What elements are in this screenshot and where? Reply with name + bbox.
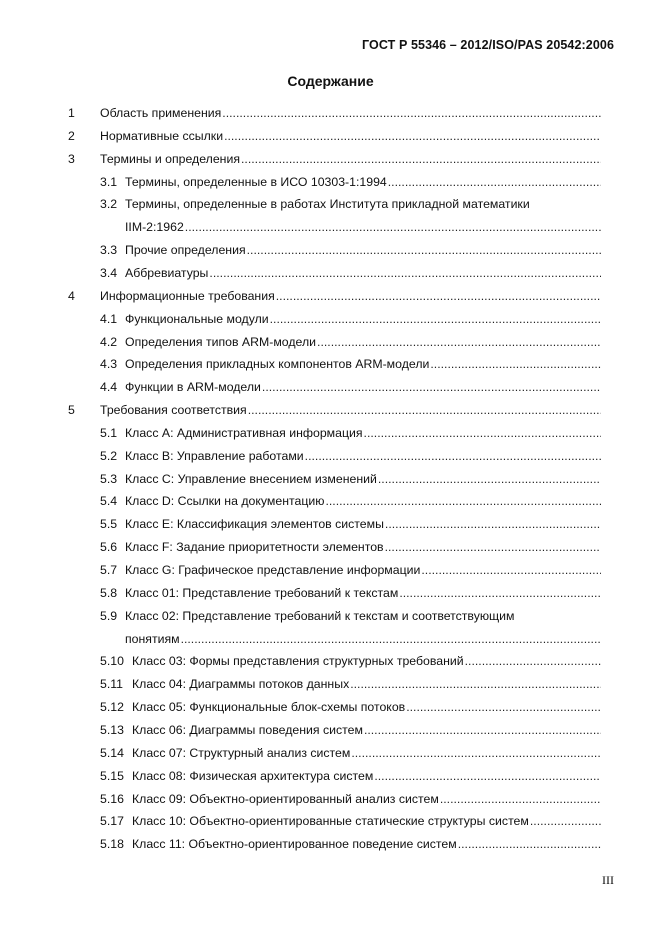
toc-entry[interactable] [0,399,661,421]
toc-entry[interactable] [0,331,661,353]
document-header: ГОСТ Р 55346 – 2012/ISO/PAS 20542:2006 [362,38,614,52]
toc-entry-number: 5 [68,403,75,418]
toc-entry-number: 3 [68,151,75,166]
toc-entry[interactable] [0,810,661,832]
toc-entry[interactable] [0,513,661,535]
toc-leader-dots [270,308,601,330]
toc-leader-dots [185,216,601,238]
toc-entry-title: Определения прикладных компонентов ARM-модели [125,357,430,372]
toc-entry-title: Термины, определенные в работах Института прикладной математики [125,197,530,212]
toc-entry-number: 5.2 [100,448,118,463]
toc-leader-dots [364,719,601,741]
toc-entry-number: 5.13 [100,722,124,737]
toc-leader-dots [248,399,601,421]
toc-entry-number: 4.3 [100,357,118,372]
toc-leader-dots [406,696,601,718]
toc-entry-title: Информационные требования [100,288,275,303]
toc-leader-dots [317,331,601,353]
toc-entry-title: Требования соответствия [100,403,247,418]
toc-entry[interactable] [0,445,661,467]
toc-entry[interactable] [0,650,661,672]
toc-leader-dots [385,513,601,535]
toc-entry-title: Класс 08: Физическая архитектура систем [132,768,374,783]
toc-entry-title: понятиям [125,631,180,646]
toc-leader-dots [325,490,601,512]
page-number: III [602,873,614,887]
toc-entry[interactable] [0,193,661,215]
toc-entry-title: Функции в ARM-модели [125,380,261,395]
toc-entry-title: Класс C: Управление внесением изменений [125,471,377,486]
toc-leader-dots [247,239,601,261]
toc-leader-dots [465,650,601,672]
toc-entry-number: 5.11 [100,677,124,692]
toc-entry-number: 5.9 [100,608,118,623]
toc-entry[interactable] [0,628,661,650]
toc-entry-title: Класс 10: Объектно-ориентированные статические структуры систем [132,814,529,829]
toc-entry[interactable] [0,308,661,330]
toc-entry[interactable] [0,788,661,810]
toc-entry[interactable] [0,171,661,193]
toc-leader-dots [276,285,601,307]
toc-entry-number: 5.7 [100,563,118,577]
toc-leader-dots [305,445,601,467]
toc-entry[interactable] [0,376,661,398]
toc-leader-dots [222,102,601,124]
toc-entry[interactable] [0,262,661,284]
page-title: Содержание [287,73,374,89]
toc-leader-dots [430,353,601,375]
toc-entry-title: Класс E: Классификация элементов системы [125,517,384,532]
toc-entry-title: Определения типов ARM-модели [125,334,317,349]
toc-entry[interactable] [0,468,661,490]
toc-entry-title: IIM-2:1962 [125,220,184,235]
toc-leader-dots [350,673,601,695]
toc-entry-number: 5.3 [100,471,118,486]
toc-leader-dots [374,765,601,787]
toc-entry[interactable] [0,833,661,855]
toc-entry-title: Класс D: Ссылки на документацию [125,494,325,509]
toc-entry[interactable] [0,559,661,581]
toc-entry-title: Класс F: Задание приоритетности элементов [125,540,384,555]
toc-entry-number: 5.5 [100,517,118,532]
toc-entry[interactable] [0,353,661,375]
toc-leader-dots [385,536,601,558]
toc-entry-number: 3.1 [100,174,118,189]
toc-leader-dots [241,148,601,170]
toc-entry-number: 5.15 [100,768,124,783]
toc-leader-dots [530,810,601,832]
toc-leader-dots [262,376,601,398]
toc-entry-title: Класс 03: Формы представления структурных требований [132,654,464,669]
toc-entry-number: 5.1 [100,425,118,440]
toc-entry[interactable] [0,605,661,627]
toc-leader-dots [351,742,601,764]
toc-entry-title: Аббревиатуры [125,265,209,280]
toc-leader-dots [458,833,601,855]
toc-entry[interactable] [0,125,661,147]
toc-entry-title: Функциональные модули [125,311,269,326]
toc-leader-dots [181,628,601,650]
toc-entry-title: Термины и определения [100,151,240,166]
toc-entry-number: 2 [68,128,75,143]
toc-entry[interactable] [0,742,661,764]
toc-entry-title: Класс 09: Объектно-ориентированный анализ систем [132,791,439,806]
toc-entry-number: 4.4 [100,380,118,395]
toc-entry[interactable] [0,673,661,695]
toc-entry[interactable] [0,102,661,124]
toc-entry-number: 5.10 [100,654,124,669]
toc-entry-number: 5.12 [100,700,124,715]
toc-entry-title: Класс 06: Диаграммы поведения систем [132,722,363,737]
toc-entry-title: Класс B: Управление работами [125,448,304,463]
toc-leader-dots [440,788,601,810]
toc-entry-number: 5.6 [100,540,118,555]
toc-entry-title: Класс 11: Объектно-ориентированное поведение систем [132,837,457,852]
toc-leader-dots [224,125,601,147]
toc-entry-title: Класс 01: Представление требований к текстам [125,585,399,600]
toc-entry-number: 5.8 [100,585,118,600]
toc-leader-dots [364,422,601,444]
toc-entry-number: 1 [68,106,75,120]
toc-entry[interactable] [0,696,661,718]
toc-entry[interactable] [0,285,661,307]
toc-entry-title: Термины, определенные в ИСО 10303-1:1994 [125,174,387,189]
toc-entry-number: 4.1 [100,311,118,326]
toc-entry-title: Прочие определения [125,243,246,258]
toc-entry-number: 4.2 [100,334,118,349]
toc-entry-number: 4 [68,288,75,303]
toc-entry-number: 5.4 [100,494,118,509]
toc-entry-title: Класс 05: Функциональные блок-схемы потоков [132,700,406,715]
toc-entry-number: 3.3 [100,243,118,258]
toc-entry-title: Область применения [100,106,222,120]
toc-entry-number: 3.4 [100,265,118,280]
toc-entry-number: 5.16 [100,791,124,806]
toc-entry[interactable] [0,582,661,604]
toc-leader-dots [421,559,601,581]
toc-entry[interactable] [0,719,661,741]
toc-entry-number: 5.14 [100,745,124,760]
toc-entry-number: 3.2 [100,197,118,212]
toc-entry-title: Класс 07: Структурный анализ систем [132,745,351,760]
toc-entry-title: Класс G: Графическое представление информации [125,563,421,577]
toc-entry[interactable] [0,148,661,170]
toc-leader-dots [378,468,601,490]
toc-entry[interactable] [0,422,661,444]
toc-leader-dots [399,582,601,604]
toc-entry-title: Класс 04: Диаграммы потоков данных [132,677,350,692]
toc-leader-dots [388,171,601,193]
toc-entry-title: Класс A: Административная информация [125,425,363,440]
toc-leader-dots [209,262,601,284]
toc-entry[interactable] [0,536,661,558]
toc-entry-title: Нормативные ссылки [100,128,224,143]
toc-entry[interactable] [0,239,661,261]
toc-entry-title: Класс 02: Представление требований к текстам и соответствующим [125,608,515,623]
toc-entry[interactable] [0,216,661,238]
toc-entry-number: 5.17 [100,814,124,829]
toc-entry[interactable] [0,765,661,787]
toc-entry[interactable] [0,490,661,512]
toc-entry-number: 5.18 [100,837,124,852]
